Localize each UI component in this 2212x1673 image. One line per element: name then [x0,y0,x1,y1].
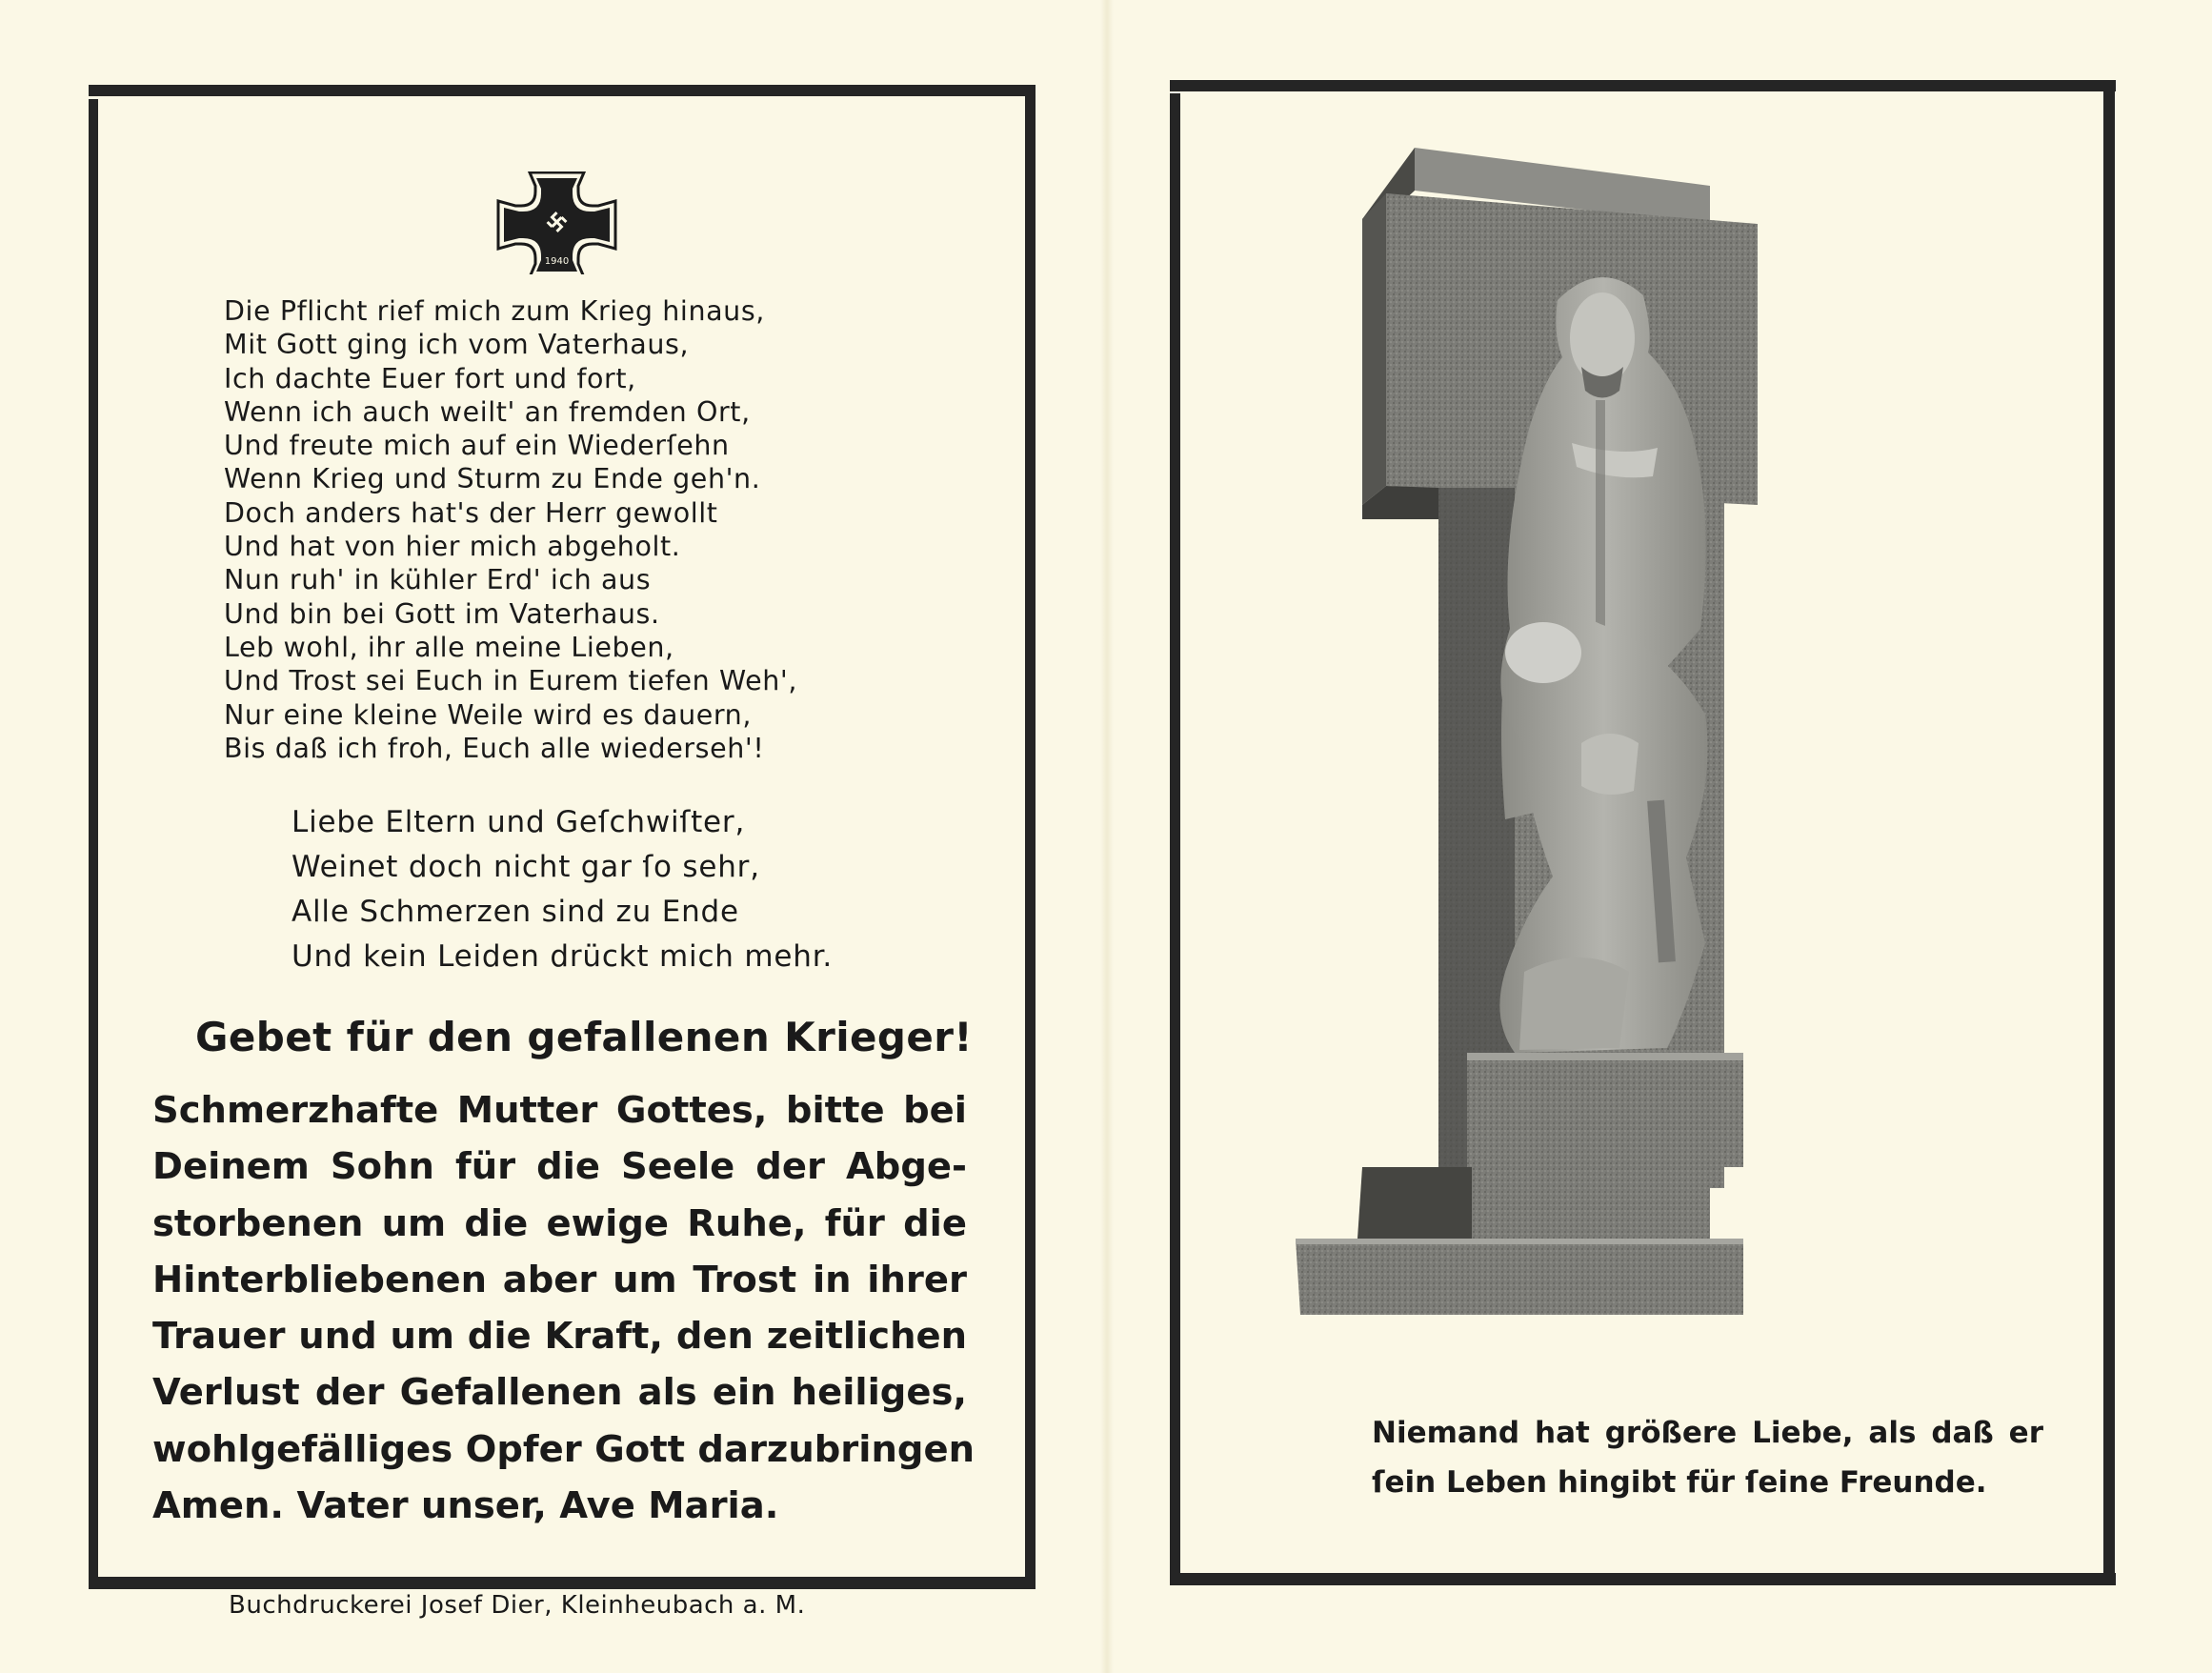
poem-line: Wenn ich auch weilt' an fremden Ort, [224,395,751,428]
stanza-line: Alle Schmerzen sind zu Ende [292,895,739,929]
left-frame-right [1025,95,1036,1578]
poem [224,294,797,765]
poem-line: Und bin bei Gott im Vaterhaus. [224,597,660,630]
quote-line: Niemand hat größere Liebe, als daß er [1372,1416,2043,1450]
poem-line: Und freute mich auf ein Wiederſehn [224,430,730,462]
prayer-line: wohlgefälliges Opfer Gott darzubringen [152,1427,975,1471]
right-frame-top [1170,80,2116,91]
prayer-line: Hinterbliebenen aber um Trost in ihrer [152,1258,967,1301]
prayer-line: Verlust der Gefallenen als ein heiliges, [152,1371,967,1415]
prayer-line: Deinem Sohn für die Seele der Abge- [152,1145,967,1189]
farewell-stanza [292,800,833,979]
stanza-line: Und kein Leiden drückt mich mehr. [292,939,834,974]
right-frame-right [2103,91,2115,1575]
stanza-line: Liebe Eltern und Geſchwiſter, [292,805,746,839]
bible-quote [1372,1408,2043,1507]
poem-line: Wenn Krieg und Sturm zu Ende geh'n. [224,463,761,495]
prayer-line: Trauer und um die Kraft, den zeitlichen [152,1315,967,1359]
prayer-line: storbenen um die ewige Ruhe, für die [152,1201,967,1245]
prayer-line: Schmerzhafte Mutter Gottes, bitte bei [152,1089,967,1132]
poem-line: Und hat von hier mich abgeholt. [224,531,681,563]
right-frame-bottom [1170,1573,2116,1585]
svg-text:1940: 1940 [544,256,570,267]
right-frame-left [1170,93,1180,1575]
left-frame-left [89,99,98,1578]
poem-line: Doch anders hat's der Herr gewollt [224,496,718,529]
prayer-line: Amen. Vater unser, Ave Maria. [152,1484,779,1528]
poem-line: Nur eine kleine Weile wird es dauern, [224,698,753,731]
quote-line: ſein Leben hingibt für ſeine Freunde. [1372,1465,1987,1500]
poem-line: Leb wohl, ihr alle meine Lieben, [224,631,674,663]
poem-line: Die Pflicht rief mich zum Krieg hinaus, [224,295,765,327]
poem-line: Bis daß ich froh, Euch alle wiederseh'! [224,732,765,764]
paper-fold [1100,0,1114,1673]
prayer-title: Gebet für den gefallenen Krieger! [195,1014,973,1060]
prayer-text [152,1082,975,1534]
left-frame-bottom [89,1577,1036,1589]
poem-line: Nun ruh' in kühler Erd' ich aus [224,564,652,596]
left-frame-top [89,85,1036,96]
memorial-sculpture-image [1267,133,2029,1358]
poem-line: Und Trost sei Euch in Eurem tiefen Weh', [224,665,798,697]
poem-line: Mit Gott ging ich vom Vaterhaus, [224,329,690,361]
stanza-line: Weinet doch nicht gar ſo sehr, [292,850,760,884]
printer-credit: Buchdruckerei Josef Dier, Kleinheubach a. M. [229,1591,806,1620]
iron-cross-icon [493,171,621,274]
poem-line: Ich dachte Euer fort und fort, [224,362,636,394]
